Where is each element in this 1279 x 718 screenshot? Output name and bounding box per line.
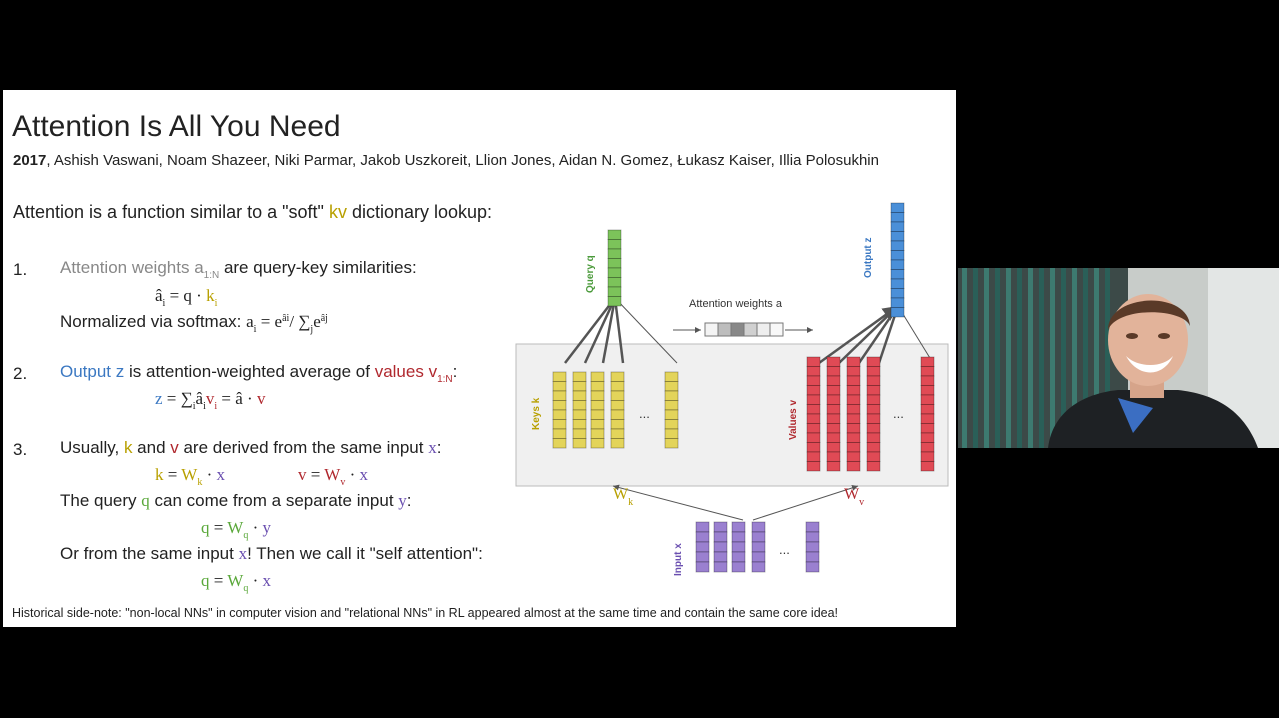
- weight-cell: [718, 323, 731, 336]
- weight-cell: [744, 323, 757, 336]
- eq2-sub: v: [340, 477, 346, 488]
- eq-sum-i: i: [192, 401, 196, 412]
- item2-equation: [155, 389, 265, 412]
- item3-heading: [60, 438, 441, 458]
- item2-label: Output z: [60, 362, 125, 381]
- self-attention-line: [60, 544, 483, 564]
- query-vector: [608, 230, 621, 306]
- weights-label: Attention weights a: [689, 298, 782, 310]
- authors-line: [13, 152, 879, 169]
- item3-mid: are derived from the same input: [178, 438, 429, 457]
- eq3-y: y: [262, 518, 271, 537]
- eq-rest: = â ·: [217, 389, 257, 408]
- eq3-q: q: [201, 518, 210, 537]
- eq-a: â: [195, 389, 204, 408]
- input-vector-2: [732, 522, 745, 572]
- item1-equation: [155, 286, 217, 309]
- eq3-dot: ·: [248, 518, 263, 537]
- value-vector-4: [921, 357, 934, 471]
- eq4-W: W: [227, 571, 244, 590]
- values-ellipsis: ...: [893, 406, 904, 421]
- eq1-dot: ·: [202, 465, 217, 484]
- item3-number: 3.: [13, 440, 28, 459]
- intro-text-end: dictionary lookup:: [346, 202, 493, 222]
- input-vector-0: [696, 522, 709, 572]
- softmax-eq-sign: = e: [256, 312, 283, 331]
- softmax-a: a: [246, 312, 254, 331]
- eq4-dot: ·: [248, 571, 263, 590]
- self-post: ! Then we call it "self attention":: [247, 544, 483, 563]
- query-label: Query q: [585, 255, 596, 293]
- year: 2017: [13, 152, 47, 169]
- self-pre: Or from the same input: [60, 544, 239, 563]
- eq-sum: = ∑: [162, 389, 193, 408]
- q-q: q: [141, 491, 150, 510]
- eq-q-x: [201, 571, 271, 594]
- eq4-eq: =: [209, 571, 228, 590]
- item2-values-sub: 1:N: [437, 374, 453, 385]
- eq1-k: k: [155, 465, 164, 484]
- value-vector-3: [867, 357, 880, 471]
- key-vector-2: [591, 372, 604, 448]
- softmax-sup1: âi: [282, 313, 290, 324]
- softmax-label: Normalized via softmax:: [60, 312, 247, 331]
- item3-x: x: [428, 438, 437, 457]
- presenter-image: [958, 268, 1279, 448]
- eq2-W: W: [324, 465, 341, 484]
- item2-number: 2.: [13, 364, 28, 383]
- slide: [3, 90, 956, 627]
- eq-z: z: [155, 389, 163, 408]
- attention-diagram: [513, 198, 953, 578]
- eq1-eq: =: [163, 465, 182, 484]
- eq2-x: x: [359, 465, 368, 484]
- item3-k: k: [123, 438, 133, 457]
- key-vector-1: [573, 372, 586, 448]
- eq-q-y: [201, 518, 271, 541]
- item3-pre: Usually,: [60, 438, 124, 457]
- q-y: y: [398, 491, 407, 510]
- eq3-W: W: [227, 518, 244, 537]
- eq4-x: x: [262, 571, 271, 590]
- item1-heading: [60, 258, 417, 281]
- intro-line: [13, 202, 492, 223]
- slide-title: Attention Is All You Need: [12, 110, 341, 143]
- eq2-dot: ·: [345, 465, 360, 484]
- softmax-sup2: âj: [320, 313, 328, 324]
- item1-number: 1.: [13, 260, 28, 279]
- intro-text: Attention is a function similar to a "soft": [13, 202, 329, 222]
- eq3-eq: =: [209, 518, 228, 537]
- output-label: Output z: [863, 237, 874, 278]
- eq-mid: = q ·: [165, 286, 207, 305]
- weight-cell: [705, 323, 718, 336]
- softmax-div: / ∑: [289, 312, 311, 331]
- item1-softmax: [60, 312, 328, 335]
- softmax-e2: e: [313, 312, 321, 331]
- weight-cell: [731, 323, 744, 336]
- author-names: , Ashish Vaswani, Noam Shazeer, Niki Parmar, Jakob Uszkoreit, Llion Jones, Aidan N. Gomez, Łukasz Kaiser, Illia Polosukhin: [46, 152, 879, 169]
- input-label: Input x: [673, 543, 684, 576]
- eq-k-def: [155, 465, 225, 488]
- eq4-q: q: [201, 571, 210, 590]
- eq3-sub: q: [243, 530, 249, 541]
- eq2-v: v: [298, 465, 307, 484]
- wv-label: $W_v$: [844, 486, 865, 508]
- eq-k: k: [206, 286, 215, 305]
- weight-cell: [770, 323, 783, 336]
- eq-a-i: i: [203, 401, 206, 412]
- webcam-feed: [958, 268, 1279, 448]
- input-vector-3: [752, 522, 765, 572]
- eq4-sub: q: [243, 583, 249, 594]
- item2-values: values v: [374, 362, 438, 381]
- q-mid: can come from a separate input: [149, 491, 399, 510]
- eq-lhs: â: [155, 286, 163, 305]
- eq2-eq: =: [306, 465, 325, 484]
- value-vector-0: [807, 357, 820, 471]
- input-vector-4: [806, 522, 819, 572]
- wk-label: $W_k$: [613, 486, 634, 508]
- intro-kv: kv: [328, 202, 347, 222]
- item2-heading: [60, 362, 457, 385]
- item3-and: and: [132, 438, 171, 457]
- eq-v-i: i: [214, 401, 218, 412]
- key-vector-3: [611, 372, 624, 448]
- softmax-j: j: [310, 324, 314, 335]
- softmax-a-sub: i: [253, 324, 257, 335]
- item3-v: v: [170, 438, 179, 457]
- item1-label: Attention weights a: [60, 258, 204, 277]
- eq-v: v: [205, 389, 215, 408]
- eq-v-def: [298, 465, 368, 488]
- q-colon: :: [406, 491, 412, 510]
- self-x: x: [238, 544, 248, 563]
- input-ellipsis: ...: [779, 542, 790, 557]
- keys-ellipsis: ...: [639, 406, 650, 421]
- eq1-sub: k: [197, 477, 203, 488]
- q-pre: The query: [60, 491, 142, 510]
- eq1-W: W: [181, 465, 198, 484]
- values-label: Values v: [788, 399, 799, 440]
- value-vector-2: [847, 357, 860, 471]
- input-vector-1: [714, 522, 727, 572]
- key-vector-4: [665, 372, 678, 448]
- value-vector-1: [827, 357, 840, 471]
- softmax-eq: [246, 312, 328, 335]
- item3-colon: :: [436, 438, 442, 457]
- eq-k-sub: i: [214, 298, 218, 309]
- item2-mid: is attention-weighted average of: [124, 362, 375, 381]
- side-note: Historical side-note: "non-local NNs" in computer vision and "relational NNs" in RL appeared almost at the same time and contain the same core idea!: [12, 606, 839, 620]
- item1-label-post: are query-key similarities:: [219, 258, 417, 277]
- query-line: [60, 491, 412, 511]
- eq1-x: x: [216, 465, 225, 484]
- item1-label-sub: 1:N: [203, 270, 220, 281]
- weight-cell: [757, 323, 770, 336]
- item2-colon: :: [452, 362, 458, 381]
- eq-lhs-sub: i: [162, 298, 166, 309]
- keys-label: Keys k: [531, 397, 542, 430]
- attention-weights-vector: [705, 323, 783, 336]
- eq-v2: v: [256, 389, 266, 408]
- key-vector-0: [553, 372, 566, 448]
- output-vector: [891, 203, 904, 317]
